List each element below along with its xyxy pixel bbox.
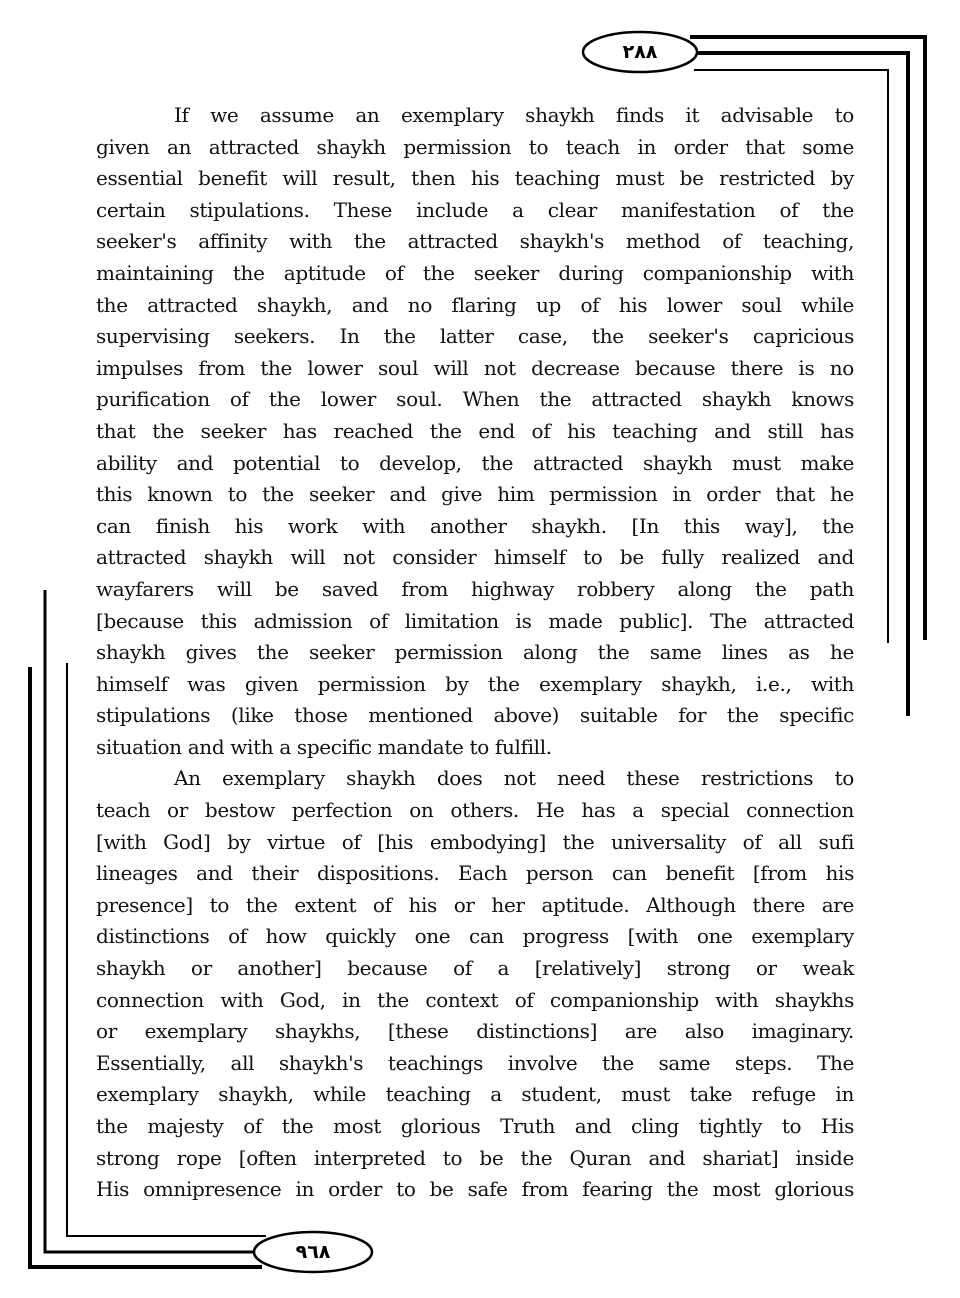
text-line: that the seeker has reached the end of his teaching and still has [96, 418, 854, 443]
text-line: connection with God, in the context of companionship with shaykhs [96, 987, 854, 1012]
text-line: attracted shaykh will not consider himself to be fully realized and [96, 545, 854, 570]
text-line: certain stipulations. These include a clear manifestation of the [96, 197, 854, 222]
text-line: An exemplary shaykh does not need these restrictions to [174, 766, 854, 791]
text-line: [with God] by virtue of [his embodying] the universality of all sufi [96, 829, 854, 854]
text-line: presence] to the extent of his or her aptitude. Although there are [96, 892, 854, 917]
text-line: can finish his work with another shaykh. [In this way], the [96, 513, 854, 538]
text-line: Essentially, all shaykh's teachings involve the same steps. The [96, 1050, 854, 1075]
text-line: seeker's affinity with the attracted shaykh's method of teaching, [96, 229, 854, 254]
text-line: given an attracted shaykh permission to teach in order that some [96, 134, 854, 159]
text-line: the majesty of the most glorious Truth and cling tightly to His [96, 1114, 854, 1138]
text-line: exemplary shaykh, while teaching a student, must take refuge in [96, 1082, 854, 1107]
text-line: supervising seekers. In the latter case, the seeker's capricious [96, 324, 854, 349]
text-line: essential benefit will result, then his teaching must be restricted by [96, 166, 854, 191]
bottom-page-number: ٩٦٨ [295, 1241, 331, 1263]
text-line: purification of the lower soul. When the attracted shaykh knows [96, 387, 854, 412]
text-line: this known to the seeker and give him permission in order that he [96, 482, 854, 507]
text-line: maintaining the aptitude of the seeker during companionship with [96, 260, 854, 285]
text-line: shaykh or another] because of a [relatively] strong or weak [96, 956, 854, 981]
text-line: lineages and their dispositions. Each person can benefit [from his [96, 861, 854, 886]
text-line: wayfarers will be saved from highway robbery along the path [96, 576, 854, 601]
body-text [96, 100, 854, 1206]
text-line: shaykh gives the seeker permission along the same lines as he [96, 640, 854, 665]
text-line: His omnipresence in order to be safe from fearing the most glorious [96, 1177, 854, 1202]
text-line: or exemplary shaykhs, [these distinctions] are also imaginary. [96, 1019, 854, 1044]
text-line: [because this admission of limitation is made public]. The attracted [96, 608, 854, 633]
text-line: strong rope [often interpreted to be the Quran and shariat] inside [96, 1145, 854, 1170]
text-line: ability and potential to develop, the attracted shaykh must make [96, 450, 854, 475]
text-line: the attracted shaykh, and no flaring up of his lower soul while [96, 292, 854, 317]
text-line: situation and with a specific mandate to fulfill. [96, 734, 552, 759]
text-line: If we assume an exemplary shaykh finds it advisable to [174, 103, 854, 127]
paragraph-2 [96, 763, 854, 1205]
text-line: himself was given permission by the exemplary shaykh, i.e., with [96, 671, 854, 696]
paragraph-1 [96, 100, 854, 763]
text-line: stipulations (like those mentioned above) suitable for the specific [96, 703, 854, 728]
text-line: distinctions of how quickly one can progress [with one exemplary [96, 924, 854, 949]
text-line: teach or bestow perfection on others. He has a special connection [96, 798, 854, 823]
text-line: impulses from the lower soul will not decrease because there is no [96, 355, 854, 380]
top-page-number: ٢٨٨ [622, 41, 658, 63]
